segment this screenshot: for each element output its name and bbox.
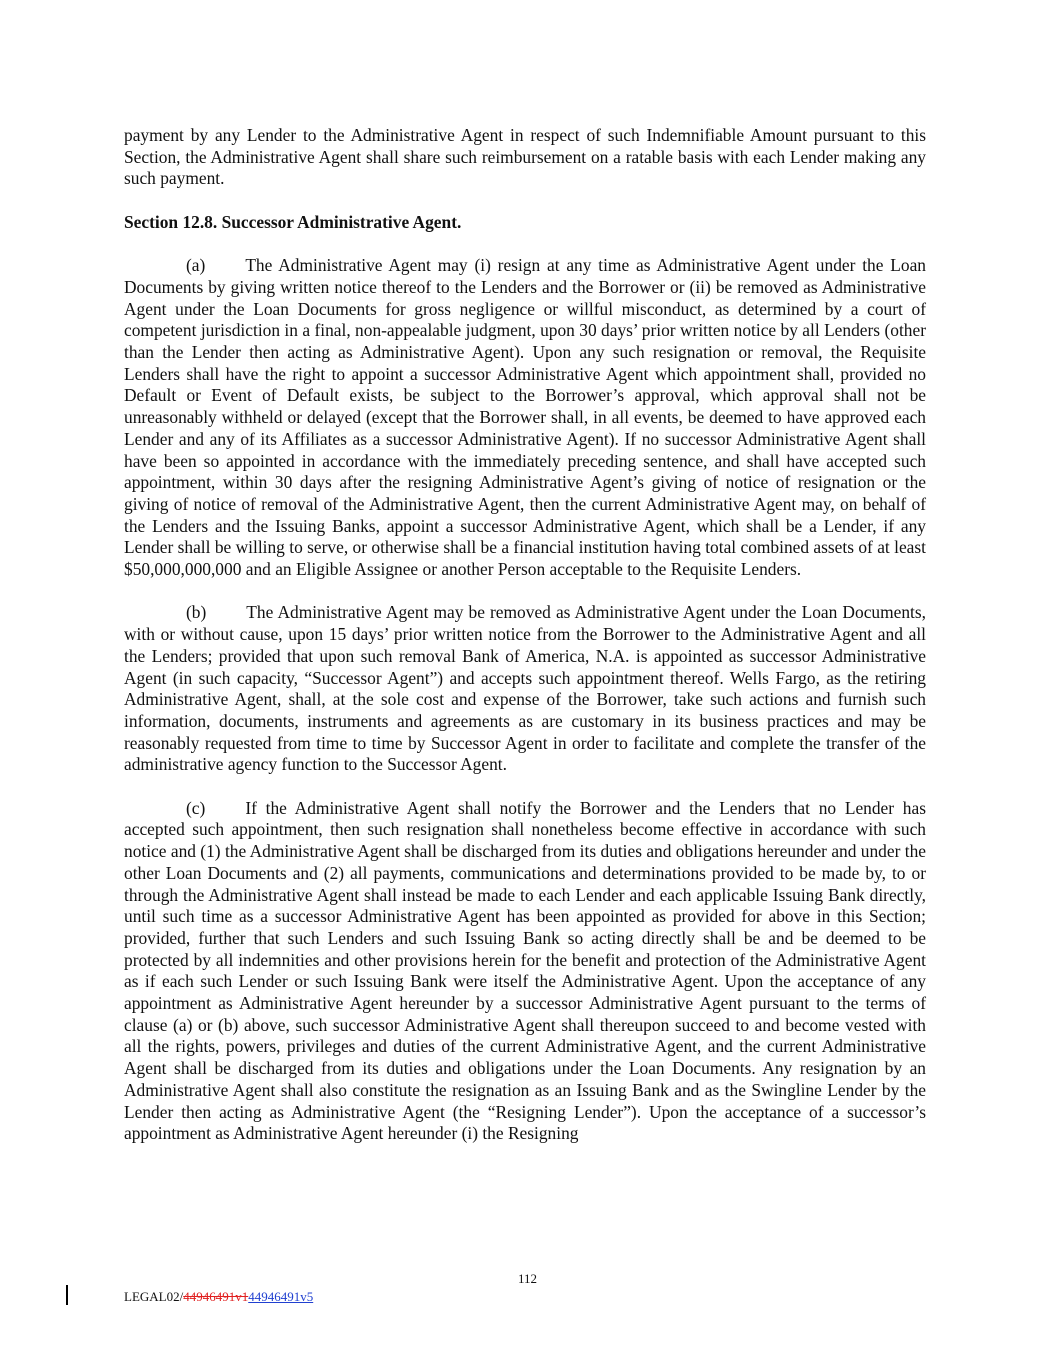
page-number: 112 <box>517 1271 538 1286</box>
paragraph-c <box>124 798 926 1145</box>
paragraph-b-label: (b) <box>186 602 207 623</box>
document-body <box>124 125 926 1167</box>
paragraph-a-label: (a) <box>186 255 206 276</box>
paragraph-a-text: The Administrative Agent may (i) resign at any time as Administrative Agent under the Loan Documents by giving written notice thereof to the Lenders and the Borrower or (ii) be removed as Administrative Agent under the Loan Documents for gross negligence or willful misconduct, as determined by a court of competent jurisdiction in a final, non-appealable judgment, upon 30 days’ prior written notice by all Lenders (other than the Lender then acting as Administrative Agent). Upon any such resignation or removal, the Requisite Lenders shall have the right to appoint a successor Administrative Agent which appointment shall, provided no Default or Event of Default exists, be subject to the Borrower’s approval, which approval shall not be unreasonably withheld or delayed (except that the Borrower shall, in all events, be deemed to have approved each Lender and any of its Affiliates as a successor Administrative Agent). If no successor Administrative Agent shall have been so appointed in accordance with the immediately preceding sentence, and shall have accepted such appointment, within 30 days after the resigning Administrative Agent’s giving of notice of resignation or the giving of notice of removal of the Administrative Agent, then the current Administrative Agent may, on behalf of the Lenders and the Issuing Banks, appoint a successor Administrative Agent, which shall be a Lender, if any Lender shall be willing to serve, or otherwise shall be a financial institution having total combined assets of at least $50,000,000,000 and an Eligible Assignee or another Person acceptable to the Requisite Lenders. <box>124 255 926 580</box>
section-heading: Section 12.8. Successor Administrative Agent. <box>124 211 462 232</box>
revision-change-bar <box>66 1285 68 1305</box>
paragraph-a <box>124 255 926 581</box>
paragraph-b-text: The Administrative Agent may be removed as Administrative Agent under the Loan Documents, with or without cause, upon 15 days’ prior written notice from the Borrower to the Administrative Agent and all the Lenders; provided that upon such removal Bank of America, N.A. is appointed as successor Administrative Agent (in such capacity, “Successor Agent”) and accepts such appointment thereof. Wells Fargo, as the retiring Administrative Agent, shall, at the sole cost and expense of the Borrower, take such actions and furnish such information, documents, instruments and agreements as are customary in its business practices and may be reasonably requested from time to time by Successor Agent in order to facilitate and complete the transfer of the administrative agency function to the Successor Agent. <box>124 602 926 775</box>
paragraph-b <box>124 602 926 776</box>
paragraph-c-text: If the Administrative Agent shall notify the Borrower and the Lenders that no Lender has accepted such appointment, then such resignation shall nonetheless become effective in accordance with such notice and (1) the Administrative Agent shall be discharged from its duties and obligations hereunder and under the other Loan Documents and (2) all payments, communications and determinations provided to be made by, to or through the Administrative Agent shall instead be made to each Lender and each applicable Issuing Bank directly, until such time as a successor Administrative Agent has been appointed as provided for above in this Section; provided, further that such Lenders and such Issuing Bank so acting directly shall be and be deemed to be protected by all indemnities and other provisions herein for the benefit and protection of the Administrative Agent as if each such Lender or such Issuing Bank were itself the Administrative Agent. Upon the acceptance of any appointment as Administrative Agent hereunder by a successor Administrative Agent pursuant to the terms of clause (a) or (b) above, such successor Administrative Agent shall thereupon succeed to and become vested with all the rights, powers, privileges and duties of the current Administrative Agent, and the current Administrative Agent shall be discharged from its duties and obligations under the Loan Documents. Any resignation by an Administrative Agent shall also constitute the resignation as an Issuing Bank and as the Swingline Lender by the Lender then acting as Administrative Agent (the “Resigning Lender”). Upon the acceptance of a successor’s appointment as Administrative Agent hereunder (i) the Resigning <box>124 797 926 1144</box>
deleted-doc-id: 44946491v1 <box>183 1289 249 1304</box>
inserted-doc-id: 44946491v5 <box>248 1289 314 1304</box>
doc-prefix: LEGAL02/ <box>124 1289 184 1304</box>
paragraph-c-label: (c) <box>186 797 206 818</box>
document-id-footer <box>124 1289 313 1305</box>
intro-paragraph: payment by any Lender to the Administrative Agent in respect of such Indemnifiable Amount pursuant to this Section, the Administrative Agent shall share such reimbursement on a ratable basis with each Lender making any such payment. <box>124 125 926 189</box>
